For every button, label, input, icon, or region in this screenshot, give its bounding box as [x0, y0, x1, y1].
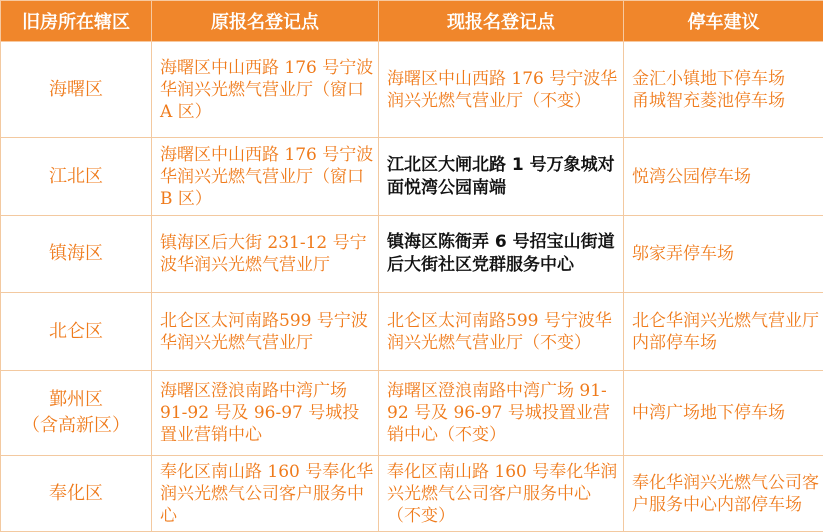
header-district: 旧房所在辖区: [1, 1, 152, 42]
parking-cell: [624, 42, 823, 138]
header-new-location: 现报名登记点: [379, 1, 624, 42]
new-location-cell: 海曙区澄浪南路中湾广场 91-92 号及 96-97 号城投置业营销中心（不变）: [379, 371, 624, 456]
table-row: [1, 138, 823, 216]
table-row: [1, 293, 823, 371]
district-cell: [1, 138, 152, 216]
new-location-cell: 奉化区南山路 160 号奉化华润兴光燃气公司客户服务中心（不变）: [379, 456, 624, 532]
old-location-cell: 奉化区南山路 160 号奉化华润兴光燃气公司客户服务中心: [152, 456, 379, 532]
new-location-cell: 海曙区中山西路 176 号宁波华润兴光燃气营业厅（不变）: [379, 42, 624, 138]
parking-cell: 奉化华润兴光燃气公司客户服务中心内部停车场: [624, 456, 823, 532]
table-row: [1, 42, 823, 138]
old-location-cell: 镇海区后大街 231-12 号宁波华润兴光燃气营业厅: [152, 216, 379, 293]
old-location-cell: 北仑区太河南路599 号宁波华润兴光燃气营业厅: [152, 293, 379, 371]
new-location-cell-changed: 镇海区陈衙弄 6 号招宝山街道后大街社区党群服务中心: [379, 216, 624, 293]
old-location-cell: 海曙区中山西路 176 号宁波华润兴光燃气营业厅（窗口 B 区）: [152, 138, 379, 216]
header-row: [1, 1, 823, 42]
table-row: [1, 456, 823, 532]
parking-line: 甬城智充菱池停车场: [632, 90, 819, 112]
table-row: [1, 371, 823, 456]
new-location-cell-changed: 江北区大闸北路 1 号万象城对面悦湾公园南端: [379, 138, 624, 216]
parking-cell: 邬家弄停车场: [624, 216, 823, 293]
table-body: [1, 42, 823, 532]
new-location-cell: 北仑区太河南路599 号宁波华润兴光燃气营业厅（不变）: [379, 293, 624, 371]
table-header: [1, 1, 823, 42]
district-cell: [1, 293, 152, 371]
district-name: 鄞州区: [7, 387, 145, 413]
district-note: （含高新区）: [7, 413, 145, 439]
district-name: 镇海区: [49, 243, 103, 264]
parking-cell: 北仑华润兴光燃气营业厅内部停车场: [624, 293, 823, 371]
district-cell: [1, 456, 152, 532]
district-name: 海曙区: [49, 79, 103, 100]
table-row: [1, 216, 823, 293]
district-cell: [1, 216, 152, 293]
old-location-cell: 海曙区中山西路 176 号宁波华润兴光燃气营业厅（窗口 A 区）: [152, 42, 379, 138]
old-location-cell: 海曙区澄浪南路中湾广场 91-92 号及 96-97 号城投置业营销中心: [152, 371, 379, 456]
header-old-location: 原报名登记点: [152, 1, 379, 42]
parking-line: 金汇小镇地下停车场: [632, 68, 819, 90]
header-parking: 停车建议: [624, 1, 823, 42]
parking-cell: 悦湾公园停车场: [624, 138, 823, 216]
district-cell: [1, 42, 152, 138]
district-cell: [1, 371, 152, 456]
district-name: 奉化区: [49, 483, 103, 504]
district-name: 江北区: [49, 166, 103, 187]
district-name: 北仑区: [49, 321, 103, 342]
parking-cell: 中湾广场地下停车场: [624, 371, 823, 456]
